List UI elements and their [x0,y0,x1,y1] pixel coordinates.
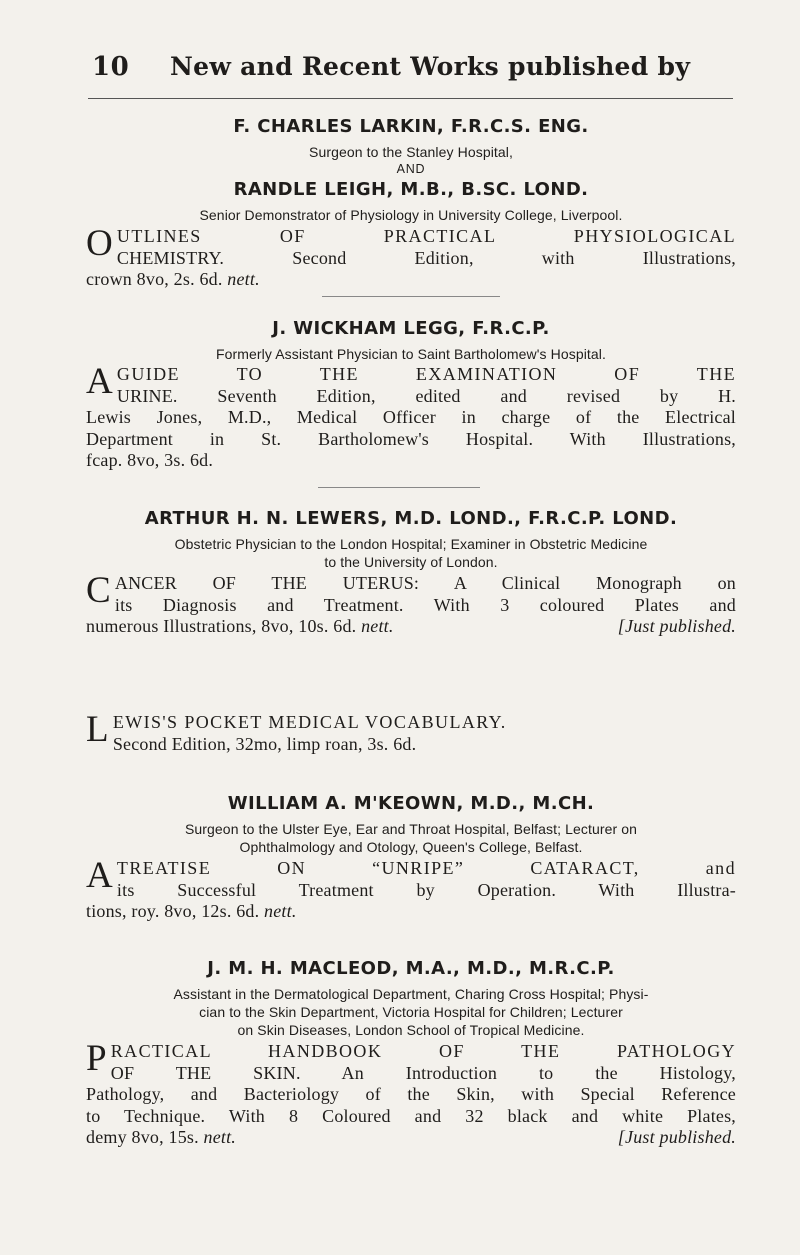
author-affiliation: Formerly Assistant Physician to Saint Bartholomew's Hospital. [215,346,607,362]
author-name: RANDLE LEIGH, M.B., B.SC. LOND. [233,179,589,200]
drop-cap: O [86,223,113,264]
description-line [86,901,736,923]
drop-cap: P [86,1038,107,1079]
book-description [86,855,736,923]
description-line: OF THE SKIN. An Introduction to the Histology, [110,1062,736,1083]
running-head [92,52,732,92]
author-affiliation: to the University of London. [324,554,498,570]
book-description [86,361,736,472]
entry-macleod [86,958,736,1149]
drop-cap: C [86,570,111,611]
price-text: crown 8vo, 2s. 6d. [86,269,223,290]
nett-label: nett. [227,269,260,290]
drop-cap: A [86,361,113,402]
author-name: F. CHARLES LARKIN, F.R.C.S. ENG. [233,116,589,137]
author-name: WILLIAM A. M'KEOWN, M.D., M.CH. [227,793,595,814]
price-text: numerous Illustrations, 8vo, 10s. 6d. [86,616,357,637]
book-title: TREATISE ON “UNRIPE” CATARACT, and [116,858,736,878]
entry-lewers [86,508,736,638]
book-title: EWIS'S POCKET MEDICAL VOCABULARY. [112,712,507,732]
just-published-note: [Just published. [617,616,736,637]
section-divider [318,487,480,488]
author-affiliation: Surgeon to the Ulster Eye, Ear and Throat Hospital, Belfast; Lecturer on [184,821,638,837]
description-line [86,1127,736,1149]
running-title: New and Recent Works published by [170,52,691,81]
book-title: RACTICAL HANDBOOK OF THE PATHOLOGY [110,1041,736,1061]
author-affiliation: on Skin Diseases, London School of Tropical Medicine. [237,1022,585,1038]
price-text: demy 8vo, 15s. [86,1127,199,1148]
author-affiliation: cian to the Skin Department, Victoria Hospital for Children; Lecturer [199,1004,623,1020]
author-name: J. WICKHAM LEGG, F.R.C.P. [272,318,550,339]
book-title: ANCER OF THE UTERUS: A Clinical Monograph on [114,573,736,593]
description-line [86,616,736,638]
book-description [86,570,736,638]
description-line: URINE. Seventh Edition, edited and revised by H. [116,385,736,406]
description-line: its Successful Treatment by Operation. With Illustra- [116,879,736,900]
page-number: 10 [92,52,130,82]
author-name: J. M. H. MACLEOD, M.A., M.D., M.R.C.P. [207,958,615,979]
description-line: Lewis Jones, M.D., Medical Officer in charge of the Electrical [86,407,736,428]
drop-cap: A [86,855,113,896]
section-divider [322,296,500,297]
author-affiliation: Obstetric Physician to the London Hospital; Examiner in Obstetric Medicine [174,536,648,552]
header-rule [88,98,733,99]
entry-lewis-vocabulary [86,709,736,755]
author-affiliation: Ophthalmology and Otology, Queen's College, Belfast. [239,839,583,855]
description-line [86,269,736,291]
entry-larkin-leigh [86,116,736,291]
entry-mkeown [86,793,736,923]
description-line: Department in St. Bartholomew's Hospital. With Illustrations, [86,428,736,449]
price-text: tions, roy. 8vo, 12s. 6d. [86,901,260,922]
conjunction: AND [396,162,426,176]
description-line: CHEMISTRY. Second Edition, with Illustrations, [116,247,736,268]
nett-label: nett. [203,1127,236,1148]
drop-cap: L [86,709,109,750]
author-name: ARTHUR H. N. LEWERS, M.D. LOND., F.R.C.P. LOND. [144,508,678,529]
description-line: its Diagnosis and Treatment. With 3 coloured Plates and [114,594,736,615]
book-description [86,1038,736,1149]
book-title: UTLINES OF PRACTICAL PHYSIOLOGICAL [116,226,736,246]
description-line: to Technique. With 8 Coloured and 32 black and white Plates, [86,1105,736,1126]
nett-label: nett. [361,616,394,637]
entry-legg [86,318,736,472]
nett-label: nett. [264,901,297,922]
description-line: fcap. 8vo, 3s. 6d. [86,450,214,471]
author-affiliation: Senior Demonstrator of Physiology in University College, Liverpool. [199,207,623,223]
book-title: GUIDE TO THE EXAMINATION OF THE [116,364,736,384]
author-affiliation: Assistant in the Dermatological Department, Charing Cross Hospital; Physi- [173,986,649,1002]
book-description [86,223,736,291]
author-affiliation: Surgeon to the Stanley Hospital, [309,144,513,160]
description-line: Second Edition, 32mo, limp roan, 3s. 6d. [112,733,417,754]
just-published-note: [Just published. [617,1127,736,1148]
description-line: Pathology, and Bacteriology of the Skin, with Special Reference [86,1084,736,1105]
book-description [86,709,736,755]
